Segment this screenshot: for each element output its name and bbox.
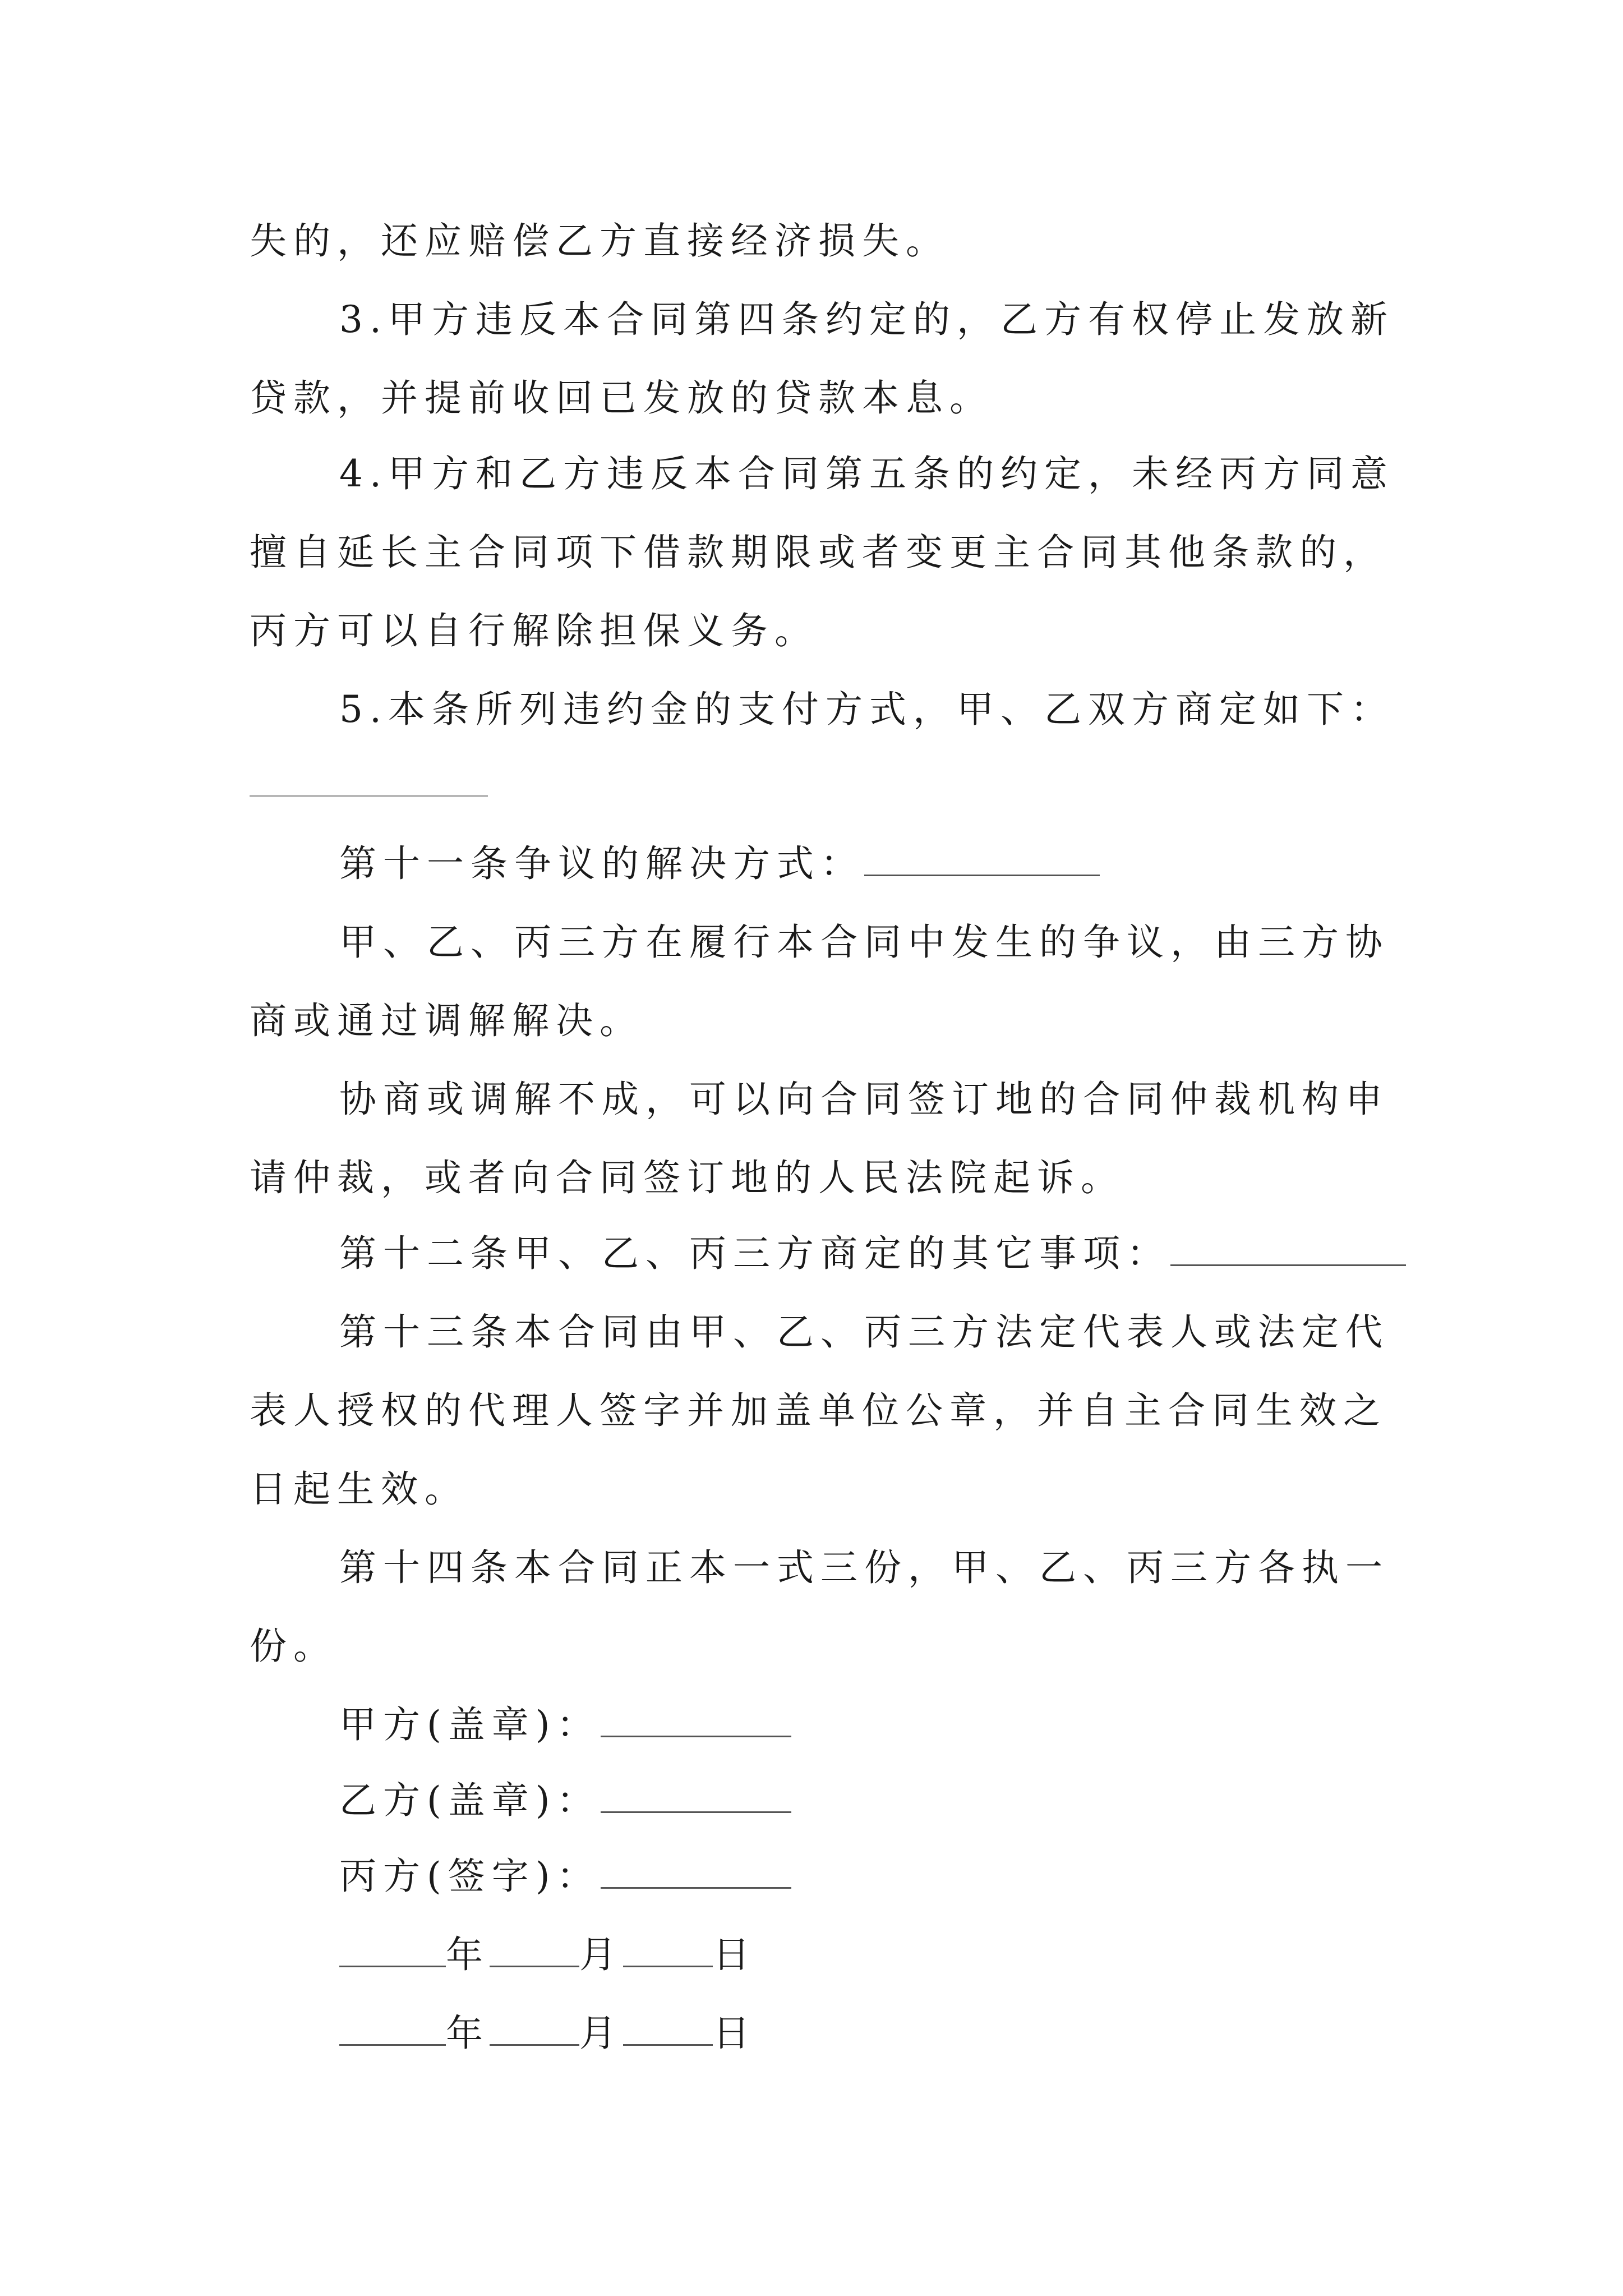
paragraph-line: 4.甲方和乙方违反本合同第五条的约定，未经丙方同意: [339, 452, 1394, 495]
paragraph-line: 擅自延长主合同项下借款期限或者变更主合同其他条款的，: [250, 531, 1387, 574]
year-label: 年: [446, 2012, 490, 2055]
paragraph-line: 5.本条所列违约金的支付方式，甲、乙双方商定如下：: [339, 688, 1394, 731]
party-b-label: 乙方(盖章)：: [339, 1779, 601, 1822]
month-label: 月: [579, 2012, 623, 2055]
article-12-heading: [339, 1228, 1406, 1279]
signature-party-b: [339, 1775, 791, 1826]
date-line-1: [339, 1930, 757, 1980]
month-blank: [490, 1933, 579, 1967]
paragraph-line: 贷款，并提前收回已发放的贷款本息。: [250, 376, 993, 420]
blank-fill-line: [864, 842, 1100, 876]
article-11-text: 第十一条争议的解决方式：: [339, 842, 864, 885]
article-12-text: 第十二条甲、乙、丙三方商定的其它事项：: [339, 1232, 1170, 1275]
date-line-2: [339, 2008, 757, 2059]
paragraph-line: 商或通过调解解决。: [250, 999, 643, 1042]
party-a-label: 甲方(盖章)：: [339, 1703, 601, 1746]
day-blank: [623, 2012, 713, 2046]
paragraph-line: 丙方可以自行解除担保义务。: [250, 609, 818, 652]
party-c-label: 丙方(签字)：: [339, 1855, 601, 1898]
month-blank: [490, 2012, 579, 2046]
paragraph-line: 日起生效。: [250, 1467, 468, 1511]
day-blank: [623, 1933, 713, 1967]
day-label: 日: [713, 1933, 757, 1976]
paragraph-line: 请仲裁，或者向合同签订地的人民法院起诉。: [250, 1156, 1124, 1199]
month-label: 月: [579, 1933, 623, 1976]
paragraph-line: 第十四条本合同正本一式三份，甲、乙、丙三方各执一: [339, 1546, 1389, 1589]
day-label: 日: [713, 2012, 757, 2055]
party-b-blank: [601, 1779, 791, 1813]
year-blank: [339, 1933, 446, 1967]
paragraph-line: 甲、乙、丙三方在履行本合同中发生的争议，由三方协: [339, 921, 1389, 964]
article-11-heading: [339, 839, 1100, 889]
paragraph-line: 第十三条本合同由甲、乙、丙三方法定代表人或法定代: [339, 1310, 1389, 1354]
paragraph-line: 份。: [250, 1625, 337, 1668]
year-blank: [339, 2012, 446, 2046]
paragraph-line: 失的，还应赔偿乙方直接经济损失。: [250, 219, 949, 263]
paragraph-line: 3.甲方违反本合同第四条约定的，乙方有权停止发放新: [339, 298, 1394, 341]
year-label: 年: [446, 1933, 490, 1976]
party-c-blank: [601, 1855, 791, 1889]
paragraph-line: 协商或调解不成，可以向合同签订地的合同仲裁机构申: [339, 1078, 1389, 1121]
paragraph-line: 表人授权的代理人签字并加盖单位公章，并自主合同生效之: [250, 1389, 1387, 1432]
signature-party-c: [339, 1851, 791, 1902]
signature-party-a: [339, 1700, 791, 1750]
party-a-blank: [601, 1703, 791, 1737]
blank-fill-line: [1170, 1232, 1406, 1266]
blank-fill-line: [250, 795, 488, 797]
